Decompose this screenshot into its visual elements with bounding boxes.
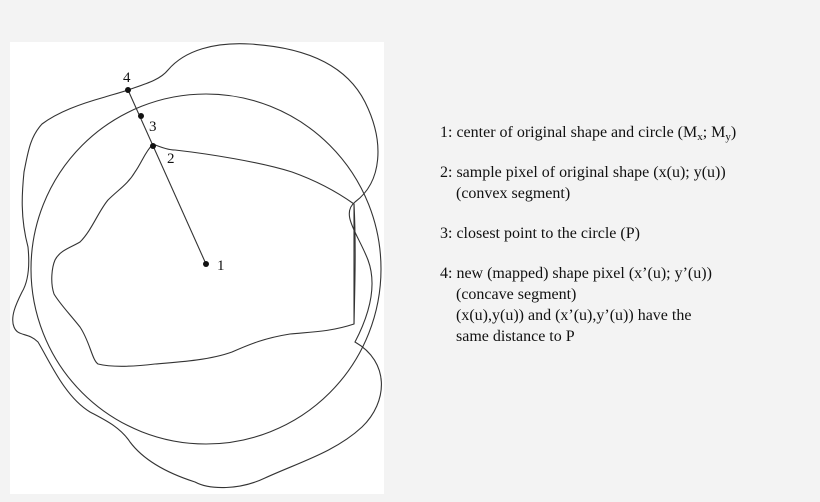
legend-item-4-line-3: (x(u),y(u)) and (x’(u),y’(u)) have the: [456, 307, 692, 324]
point-4-mapped-pixel: [125, 87, 131, 93]
legend-item-4-line-1: 4: new (mapped) shape pixel (x’(u); y’(u)): [440, 265, 712, 282]
diagram-panel: [10, 42, 384, 494]
legend-item-1-text: 1: center of original shape and circle ($M_x$; $M_y$): [440, 124, 737, 143]
legend-item-4-line-4: same distance to P: [456, 328, 575, 345]
point-1-center: [203, 261, 209, 267]
subscript-x: x: [697, 131, 703, 143]
point-label-1: 1: [217, 258, 225, 274]
legend: [440, 122, 812, 366]
legend-item-4-line-2: (concave segment): [456, 286, 577, 303]
point-3-circle-point: [138, 113, 144, 119]
legend-item-4: [440, 263, 812, 347]
point-label-3: 3: [149, 119, 157, 135]
original-shape-outline: [52, 144, 355, 366]
legend-item-3: [440, 223, 812, 244]
shape-mapping-diagram: [10, 42, 384, 494]
circle-outline: [31, 94, 381, 444]
legend-item-3-line-1: 3: closest point to the circle (P): [440, 225, 640, 242]
legend-item-2-line-2: (convex segment): [456, 185, 571, 202]
point-2-original-pixel: [150, 143, 156, 149]
mapped-shape-outline: [13, 44, 382, 488]
subscript-y: y: [725, 131, 731, 143]
point-label-2: 2: [167, 151, 175, 167]
legend-item-2: [440, 162, 812, 204]
point-label-4: 4: [123, 70, 131, 86]
legend-item-2-line-1: 2: sample pixel of original shape (x(u); y(u)): [440, 164, 726, 181]
legend-item-1: [440, 122, 812, 143]
